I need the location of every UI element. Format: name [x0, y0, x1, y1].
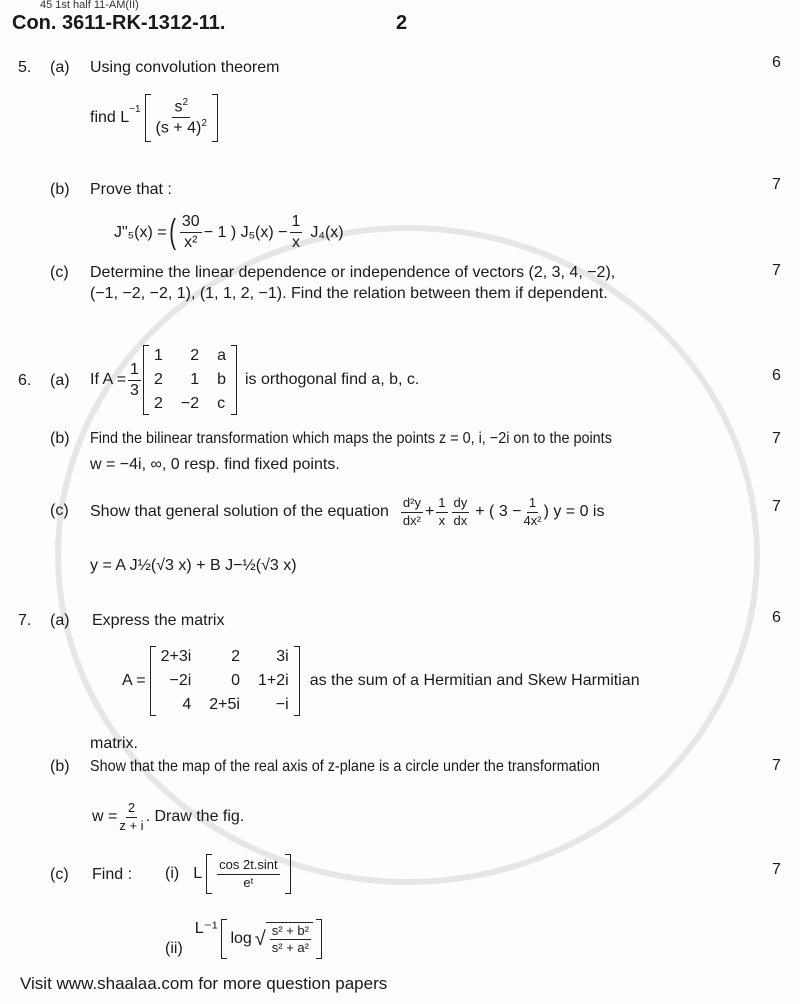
- cell: −2: [180, 395, 200, 412]
- den: 4x²: [523, 512, 542, 528]
- numerator: s: [174, 98, 183, 116]
- op: + ( 3 −: [475, 503, 522, 520]
- q7a-text2: as the sum of a Hermitian and Skew Harmitian: [309, 672, 640, 689]
- inverse-sup: −1: [129, 104, 141, 115]
- w: w =: [92, 808, 118, 825]
- q6c-marks: 7: [772, 498, 781, 515]
- footer-link-text[interactable]: Visit www.shaalaa.com for more question papers: [20, 974, 388, 993]
- q6b-label: (b): [50, 430, 70, 447]
- den: x: [438, 512, 446, 528]
- q5c-marks: 7: [772, 262, 781, 279]
- q7c-marks: 7: [772, 861, 781, 878]
- num: cos 2t.sint: [217, 857, 280, 874]
- cell: a: [217, 347, 226, 364]
- q6c-label: (c): [50, 502, 69, 519]
- L-inverse: L⁻¹: [194, 920, 218, 937]
- q5a-marks: 6: [772, 54, 781, 71]
- cell: 2+3i: [160, 648, 192, 665]
- L: L: [193, 865, 203, 882]
- q7b-formula: [92, 795, 244, 839]
- q5b-formula: J"₅(x) = ( $\frac{30}{\text{x²}}$ − 1 ) J₅(x) − $\frac{1}{x}$ J₄(x): [114, 213, 344, 251]
- q5c-line2: (−1, −2, −2, 1), (1, 1, 2, −1). Find the relation between them if dependent.: [90, 285, 608, 302]
- cell: 4: [182, 696, 192, 713]
- q7a-marks: 6: [772, 609, 781, 626]
- q5a-label: (a): [50, 59, 70, 76]
- end: J₄(x): [310, 223, 344, 241]
- tail: . Draw the fig.: [145, 808, 245, 825]
- q6a-marks: 6: [772, 367, 781, 384]
- den: eᵗ: [243, 874, 254, 890]
- num: 1: [527, 495, 538, 512]
- den: 3: [130, 381, 139, 399]
- q6a-formula: [90, 340, 419, 420]
- num: d²y: [401, 495, 423, 512]
- cell: 2: [190, 347, 200, 364]
- q5c-label: (c): [50, 264, 69, 281]
- q5b-marks: 7: [772, 176, 781, 193]
- lhs: J"₅(x) =: [114, 223, 167, 241]
- q7a-formula: [122, 640, 640, 722]
- q6b-line1: Find the bilinear transformation which maps the points z = 0, i, −2i on to the points: [90, 430, 612, 447]
- q5b-text: Prove that :: [90, 181, 172, 198]
- i-label: (i): [165, 865, 180, 882]
- cell: −2i: [169, 672, 192, 689]
- q7c-label: (c): [50, 866, 69, 883]
- matrix-a: [143, 345, 237, 415]
- cell: c: [217, 395, 226, 412]
- q7a-text: Express the matrix: [92, 612, 225, 629]
- tail: ) y = 0 is: [543, 503, 605, 520]
- cell: 1: [190, 371, 200, 388]
- num: 30: [180, 212, 202, 233]
- paper-code: Con. 3611-RK-1312-11.: [12, 12, 226, 34]
- q6b-line2: w = −4i, ∞, 0 resp. find fixed points.: [90, 456, 340, 473]
- num: 1: [436, 495, 447, 512]
- q5a-text: Using convolution theorem: [90, 59, 280, 76]
- cell: 2: [153, 395, 163, 412]
- mid: − 1 ) J₅(x) −: [203, 223, 288, 241]
- q7-number: 7.: [18, 612, 32, 629]
- q7c-i: [165, 850, 291, 898]
- num: 2: [126, 800, 137, 817]
- den: dx²: [402, 512, 421, 528]
- q6c-solution: y = A J½(√3 x) + B J−½(√3 x): [90, 557, 297, 574]
- op: +: [424, 503, 435, 520]
- q7b-text: Show that the map of the real axis of z-plane is a circle under the transformation: [90, 758, 600, 775]
- q5-number: 5.: [18, 59, 32, 76]
- num2: 1: [290, 212, 303, 233]
- q5a-formula: find L $^{-1}$ $\frac{s^2}{(s + 4)^2}$: [90, 94, 218, 142]
- den: x²: [184, 234, 198, 251]
- q7c-ii: (ii) L⁻¹ log √ $\frac{\text{s² + b²}}{\text{s² + a²}}$: [165, 912, 322, 966]
- cell: b: [217, 371, 226, 388]
- q6b-marks: 7: [772, 430, 781, 447]
- den: dx: [453, 512, 468, 528]
- q6c-text: Show that general solution of the equation: [90, 503, 389, 520]
- q6a-text: is orthogonal find a, b, c.: [245, 371, 420, 388]
- page-number: 2: [396, 12, 408, 34]
- cell: 2: [231, 648, 240, 665]
- q5b-label: (b): [50, 181, 70, 198]
- q7a-label: (a): [50, 612, 70, 629]
- find-text: find L: [90, 108, 130, 126]
- q7b-marks: 7: [772, 757, 781, 774]
- watermark-circle: [55, 225, 760, 885]
- den: z + i: [119, 817, 144, 833]
- den: s² + a²: [271, 940, 309, 955]
- num: 1: [128, 360, 141, 381]
- log: log: [230, 930, 252, 947]
- denominator: (s + 4): [155, 119, 202, 137]
- q7a-text3: matrix.: [90, 735, 138, 752]
- top-note: 45 1st half 11-AM(II): [40, 0, 139, 11]
- q6-number: 6.: [18, 372, 32, 389]
- cell: 1: [153, 347, 163, 364]
- cell: 1+2i: [257, 672, 289, 689]
- matrix-a: [150, 646, 300, 716]
- cell: 3i: [276, 648, 289, 665]
- if-text: If A =: [90, 371, 127, 388]
- q5c-line1: Determine the linear dependence or independence of vectors (2, 3, 4, −2),: [90, 264, 616, 281]
- ii-label: (ii): [165, 940, 183, 957]
- num: dy: [452, 495, 470, 512]
- cell: 2+5i: [209, 696, 240, 713]
- cell: −i: [275, 696, 289, 713]
- q6a-label: (a): [50, 372, 70, 389]
- lhs: A =: [122, 672, 146, 689]
- den2: x: [291, 234, 300, 251]
- num: s² + b²: [270, 923, 311, 940]
- q7c-find: Find :: [92, 866, 133, 883]
- q7b-label: (b): [50, 758, 70, 775]
- cell: 0: [231, 672, 240, 689]
- cell: 2: [153, 371, 163, 388]
- q6c-formula: [90, 488, 604, 536]
